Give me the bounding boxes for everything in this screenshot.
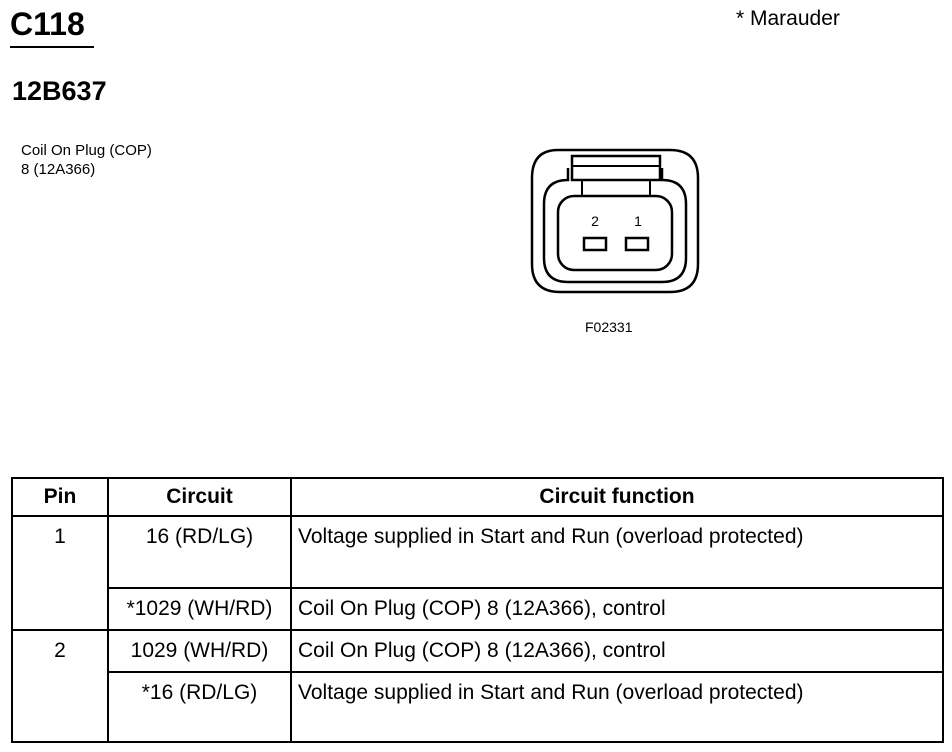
function-cell: Voltage supplied in Start and Run (overload protected) [291, 516, 943, 588]
connector-latch-tab [572, 156, 660, 180]
table-row [12, 588, 943, 630]
circuit-cell: *1029 (WH/RD) [108, 588, 291, 630]
table-row [12, 630, 943, 672]
function-cell: Coil On Plug (COP) 8 (12A366), control [291, 630, 943, 672]
connector-inner-cavity [558, 196, 672, 270]
pin-label-1: 1 [634, 213, 642, 229]
table-row [12, 516, 943, 588]
part-number: 12B637 [12, 76, 107, 106]
pin-cell: 1 [12, 516, 108, 630]
description-line-2: 8 (12A366) [21, 161, 96, 178]
pin-terminal-1 [626, 238, 648, 250]
connector-face-diagram [528, 146, 704, 300]
circuit-cell: 16 (RD/LG) [108, 516, 291, 588]
header-circuit: Circuit [108, 478, 291, 516]
connector-middle-shell [544, 168, 686, 282]
function-cell: Coil On Plug (COP) 8 (12A366), control [291, 588, 943, 630]
circuit-cell: 1029 (WH/RD) [108, 630, 291, 672]
pin-label-2: 2 [591, 213, 599, 229]
connector-id-underline [10, 46, 94, 48]
circuit-cell: *16 (RD/LG) [108, 672, 291, 742]
table-header-row [12, 478, 943, 516]
connector-id: C118 [10, 6, 85, 42]
pin-cell: 2 [12, 630, 108, 742]
component-description [21, 141, 152, 179]
pin-terminal-2 [584, 238, 606, 250]
table-row [12, 672, 943, 742]
function-cell: Voltage supplied in Start and Run (overload protected) [291, 672, 943, 742]
figure-id: F02331 [585, 319, 633, 335]
header-circuit-function: Circuit function [291, 478, 943, 516]
pin-table [11, 477, 944, 743]
marauder-note: * Marauder [736, 7, 840, 30]
header-pin: Pin [12, 478, 108, 516]
description-line-1: Coil On Plug (COP) [21, 142, 152, 159]
